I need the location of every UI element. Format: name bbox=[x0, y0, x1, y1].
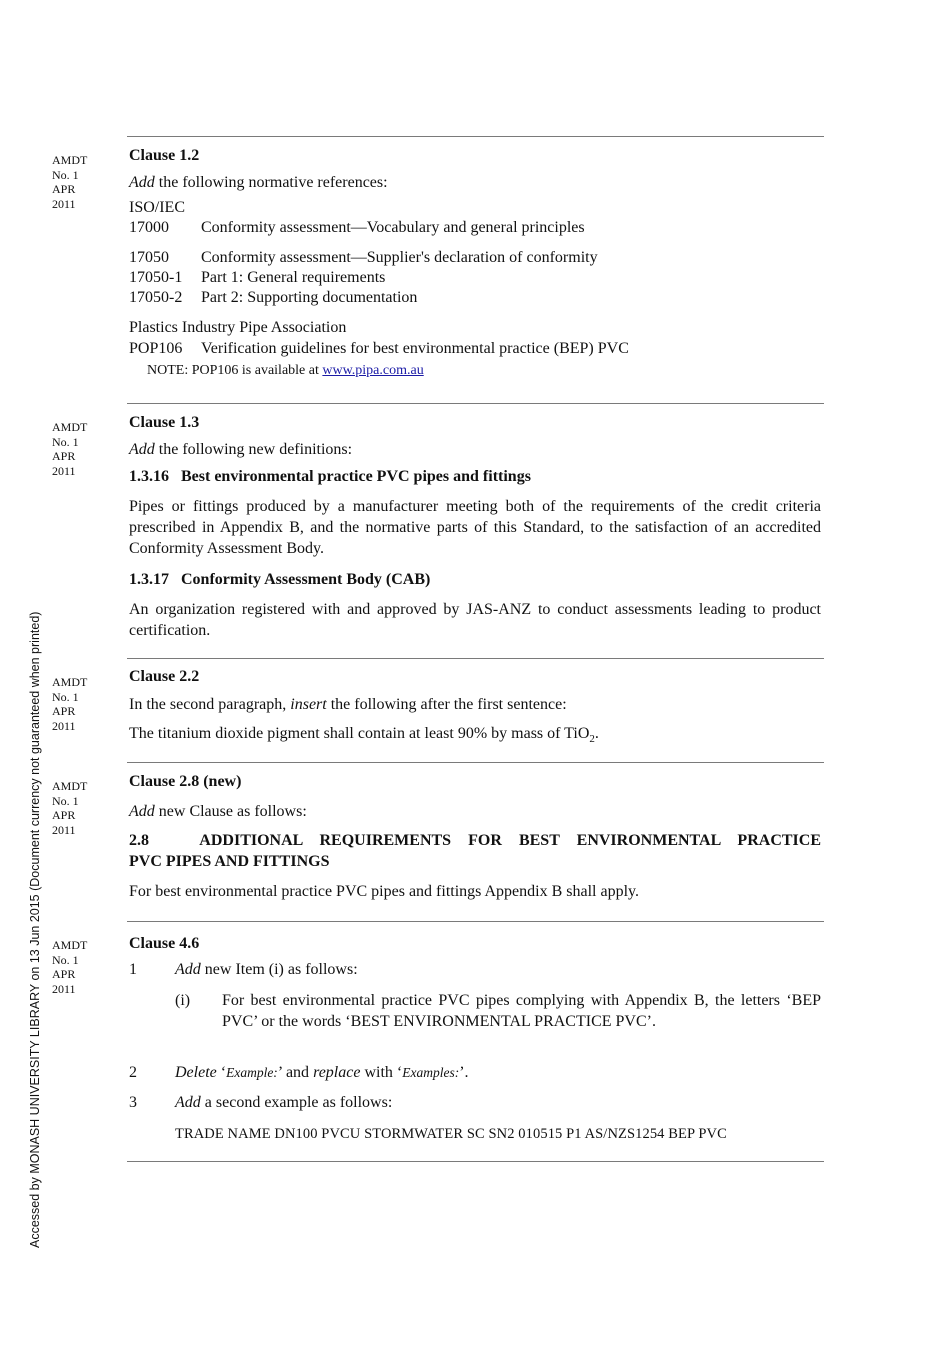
clause-title: Clause 2.8 (new) bbox=[129, 773, 242, 790]
reference-row: 17000 Conformity assessment—Vocabulary and general principles bbox=[129, 219, 585, 236]
clause-intro: Add the following new definitions: bbox=[129, 441, 353, 458]
item-number: 1 bbox=[129, 961, 137, 978]
reference-org: Plastics Industry Pipe Association bbox=[129, 319, 347, 336]
section-divider bbox=[127, 136, 824, 137]
reference-row: 17050 Conformity assessment—Supplier's declaration of conformity bbox=[129, 249, 598, 266]
reference-note: NOTE: POP106 is available at www.pipa.com.au bbox=[147, 363, 424, 378]
clause-title: Clause 1.2 bbox=[129, 147, 200, 164]
amendment-marker: AMDT No. 1 APR 2011 bbox=[52, 938, 88, 996]
section-divider bbox=[127, 762, 824, 763]
clause-heading-line: PVC PIPES AND FITTINGS bbox=[129, 853, 330, 870]
clause-title: Clause 1.3 bbox=[129, 414, 200, 431]
reference-row: POP106 Verification guidelines for best environmental practice (BEP) PVC bbox=[129, 340, 629, 357]
section-divider bbox=[127, 1161, 824, 1162]
clause-body: The titanium dioxide pigment shall contain at least 90% by mass of TiO$_2$. bbox=[129, 725, 599, 746]
clause-intro: Add the following normative references: bbox=[129, 174, 388, 191]
section-divider bbox=[127, 403, 824, 404]
access-sidebar-note: Accessed by MONASH UNIVERSITY LIBRARY on 13 Jun 2015 (Document currency not guaranteed when printed) bbox=[28, 611, 42, 1248]
subitem-text: For best environmental practice PVC pipes complying with Appendix B, the letters ‘BEP PVC’ or the words ‘BEST ENVIRONMENTAL PRACTICE PVC’. bbox=[222, 992, 821, 1030]
clause-intro: In the second paragraph, insert the following after the first sentence: bbox=[129, 696, 567, 713]
section-divider bbox=[127, 658, 824, 659]
clause-2-8 bbox=[129, 771, 821, 902]
amendment-marker: AMDT No. 1 APR 2011 bbox=[52, 779, 88, 837]
item-text: Add new Item (i) as follows: bbox=[175, 961, 358, 978]
amendment-marker: AMDT No. 1 APR 2011 bbox=[52, 420, 88, 478]
pipa-link[interactable]: www.pipa.com.au bbox=[322, 363, 424, 378]
clause-1-3 bbox=[129, 412, 821, 641]
reference-row: 17050-1 Part 1: General requirements bbox=[129, 269, 386, 286]
clause-2-2 bbox=[129, 666, 821, 750]
definition-text: Pipes or fittings produced by a manufacturer meeting both of the requirements of the credit criteria prescribed in Appendix B, and the normative parts of this Standard, to the satisfaction of an accredited Conformity Assessment Body. bbox=[129, 498, 821, 557]
item-number: 2 bbox=[129, 1064, 137, 1081]
clause-intro: Add new Clause as follows: bbox=[129, 803, 307, 820]
clause-title: Clause 2.2 bbox=[129, 668, 200, 685]
item-number: 3 bbox=[129, 1094, 137, 1111]
clause-heading-line: 2.8 ADDITIONAL REQUIREMENTS FOR BEST ENVIRONMENTAL PRACTICE bbox=[129, 832, 821, 849]
clause-title: Clause 4.6 bbox=[129, 935, 200, 952]
example-marking: TRADE NAME DN100 PVCU STORMWATER SC SN2 010515 P1 AS/NZS1254 BEP PVC bbox=[175, 1126, 727, 1142]
reference-org: ISO/IEC bbox=[129, 199, 185, 216]
reference-row: 17050-2 Part 2: Supporting documentation bbox=[129, 289, 418, 306]
clause-1-2 bbox=[129, 145, 821, 382]
subitem-number: (i) bbox=[175, 992, 191, 1009]
section-divider bbox=[127, 921, 824, 922]
definition-heading: 1.3.17 Conformity Assessment Body (CAB) bbox=[129, 571, 431, 588]
item-text: Add a second example as follows: bbox=[175, 1094, 393, 1111]
clause-body: For best environmental practice PVC pipes and fittings Appendix B shall apply. bbox=[129, 883, 639, 900]
item-text: Delete ‘Example:’ and replace with ‘Examples:’. bbox=[175, 1064, 469, 1081]
amendment-marker: AMDT No. 1 APR 2011 bbox=[52, 153, 88, 211]
definition-text: An organization registered with and approved by JAS-ANZ to conduct assessments leading to product certification. bbox=[129, 601, 821, 639]
definition-heading: 1.3.16 Best environmental practice PVC pipes and fittings bbox=[129, 468, 531, 485]
amendment-marker: AMDT No. 1 APR 2011 bbox=[52, 675, 88, 733]
